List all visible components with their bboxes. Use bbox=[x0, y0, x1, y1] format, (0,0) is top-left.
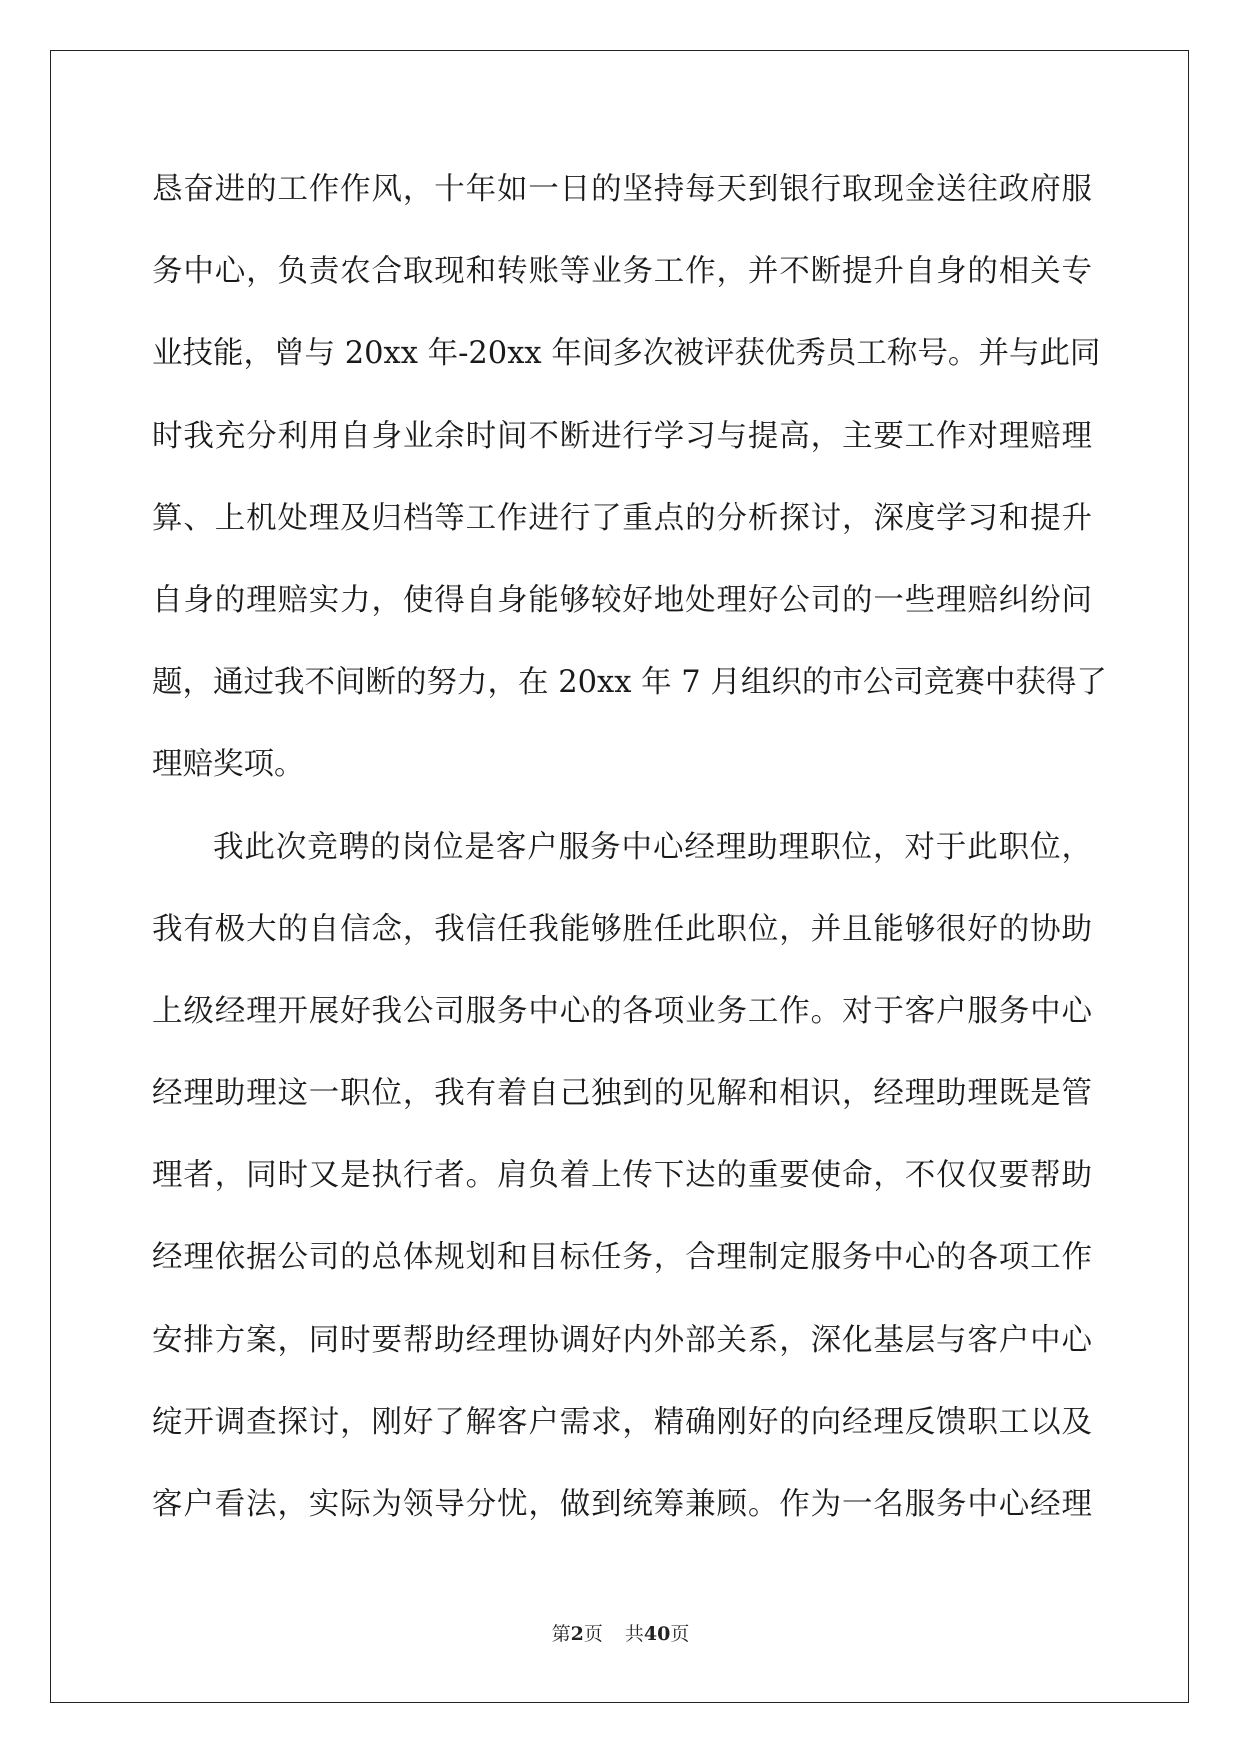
text-line-17: 客户看法，实际为领导分忧，做到统筹兼顾。作为一名服务中心经理 bbox=[152, 1487, 1092, 1522]
text-line-12: 经理助理这一职位，我有着自己独到的见解和相识，经理助理既是管 bbox=[152, 1076, 1092, 1112]
page-prefix: 第 bbox=[551, 1623, 571, 1645]
text-line-4: 时我充分利用自身业余时间不断进行学习与提高，主要工作对理赔理 bbox=[152, 418, 1092, 454]
page-suffix: 页 bbox=[583, 1623, 603, 1645]
total-suffix: 页 bbox=[670, 1623, 690, 1645]
text-line-3: 业技能，曾与 20xx 年-20xx 年间多次被评获优秀员工称号。并与此同 bbox=[152, 336, 1101, 372]
page-footer bbox=[0, 1622, 1241, 1646]
total-pages: 40 bbox=[643, 1623, 671, 1645]
text-line-8: 理赔奖项。 bbox=[152, 747, 305, 783]
body-text bbox=[152, 159, 1107, 1556]
text-line-11: 上级经理开展好我公司服务中心的各项业务工作。对于客户服务中心 bbox=[152, 993, 1092, 1029]
text-line-2: 务中心，负责农合取现和转账等业务工作，并不断提升自身的相关专 bbox=[152, 254, 1092, 290]
page-number: 2 bbox=[570, 1623, 584, 1645]
text-line-10: 我有极大的自信念，我信任我能够胜任此职位，并且能够很好的协助 bbox=[152, 911, 1092, 947]
text-line-15: 安排方案，同时要帮助经理协调好内外部关系，深化基层与客户中心 bbox=[152, 1322, 1092, 1358]
text-line-1: 恳奋进的工作作风，十年如一日的坚持每天到银行取现金送往政府服 bbox=[152, 172, 1092, 207]
text-line-6: 自身的理赔实力，使得自身能够较好地处理好公司的一些理赔纠纷问 bbox=[152, 582, 1092, 618]
text-line-14: 经理依据公司的总体规划和目标任务，合理制定服务中心的各项工作 bbox=[152, 1240, 1092, 1276]
total-prefix: 共 bbox=[624, 1623, 644, 1645]
text-line-7: 题，通过我不间断的努力，在 20xx 年 7 月组织的市公司竞赛中获得了 bbox=[152, 665, 1107, 701]
text-line-9: 我此次竞聘的岗位是客户服务中心经理助理职位，对于此职位， bbox=[213, 829, 1092, 865]
text-line-5: 算、上机处理及归档等工作进行了重点的分析探讨，深度学习和提升 bbox=[152, 500, 1092, 536]
text-line-13: 理者，同时又是执行者。肩负着上传下达的重要使命，不仅仅要帮助 bbox=[152, 1158, 1092, 1194]
text-line-16: 绽开调查探讨，刚好了解客户需求，精确刚好的向经理反馈职工以及 bbox=[152, 1404, 1092, 1440]
